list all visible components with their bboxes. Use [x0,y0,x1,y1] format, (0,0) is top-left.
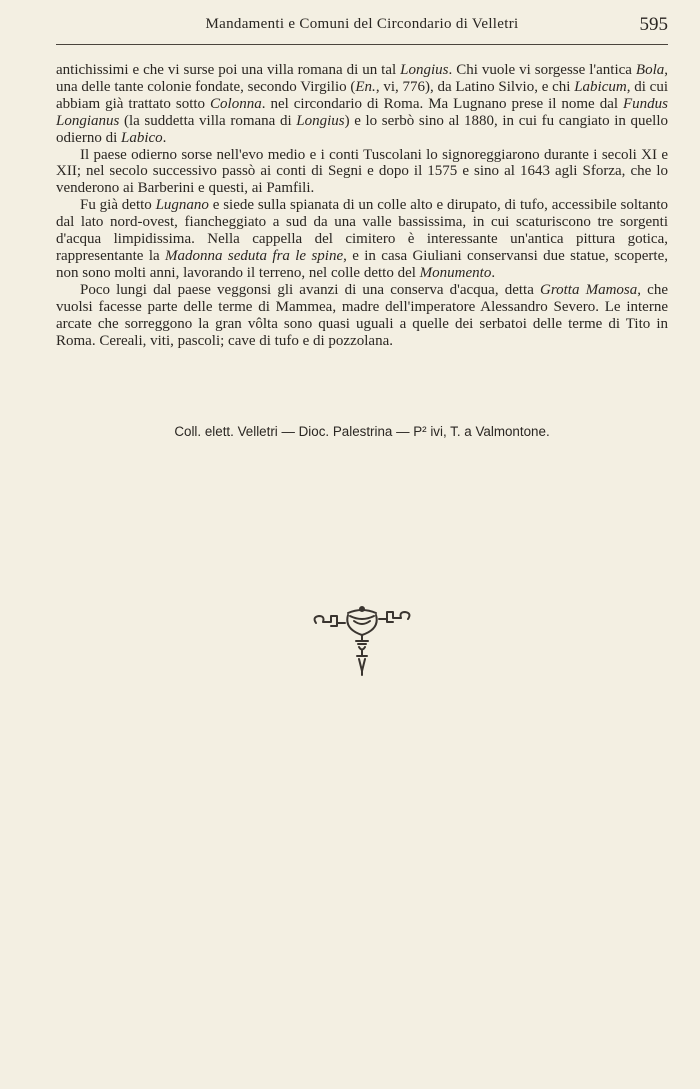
text-run: e siede sulla spianata di un colle alto e dirupato, di tufo, accessibile soltanto dal lato nord-ovest, fiancheggiato a sud da una valle bassissima, in cui scaturiscono tre sorgenti d'acqua limpidissima. Nella cappella del cimitero è interessante un'antica pittura gotica, rappresentante la [56,197,668,264]
collegio-diocesi-line: Coll. elett. Velletri — Dioc. Palestrina — P² ivi, T. a Valmontone. [174,424,550,439]
text-run: . nel circondario di Roma. Ma Lugnano prese il nome dal [261,95,623,112]
paragraph [56,147,668,198]
italic-term: Colonna [210,95,262,112]
italic-term: En. [355,78,376,95]
text-run: , e in casa Giuliani conservansi due statue, scoperte, non sono molti anni, lavorando il terreno, nel colle detto del [56,247,669,281]
text-run: Fu già detto [80,197,156,214]
paragraph [56,197,668,282]
italic-term: Longius [296,112,345,129]
italic-term: Lugnano [155,197,209,214]
text-run: . Chi vuole vi sorgesse l'antica [448,62,636,78]
text-run: , una delle tante colonie fondate, secondo Virgilio ( [56,62,668,95]
running-header [56,14,668,44]
text-run: . [491,264,496,281]
paragraph [56,282,668,350]
italic-term: Madonna seduta fra le spine [165,247,344,264]
vase-ornament-icon [312,603,412,679]
paragraph [56,62,668,147]
body-text [56,62,668,349]
italic-term: Labicum [574,78,627,95]
text-run: , che vuolsi facesse parte delle terme di Mammea, madre dell'imperatore Alessandro Severo. Le interne arcate che sorreggono la gran vôlta sono quasi uguali a quelle dei serbatoi delle terme di Tito in Roma. Cereali, viti, pascoli; cave di tufo e di pozzolana. [56,281,668,349]
italic-term: Bola [635,62,665,78]
text-run: ) e lo serbò sino al 1880, in cui fu cangiato in quello odierno di [56,112,668,146]
text-run: , vi, 776), da Latino Silvio, e chi [375,78,575,95]
text-run: Il paese odierno sorse nell'evo medio e i conti Tuscolani lo signoreggiarono durante i secoli XI e XII; nel secolo successivo passò ai conti di Segni e dopo il 1575 e sino al 1643 agli Sforza, che lo venderono ai Barberini e questi, ai Pamfili. [56,146,668,197]
text-run: , di cui abbiam già trattato sotto [56,78,668,112]
italic-term: Fundus Longianus [56,95,668,129]
header-rule [56,44,668,45]
text-run: antichissimi e che vi surse poi una villa romana di un tal [56,62,401,78]
italic-term: Grotta Mamosa [540,281,638,298]
page-number: 595 [639,14,668,35]
italic-term: Labico [121,129,163,146]
italic-term: Monumento [419,264,492,281]
italic-term: Longius [400,62,449,78]
text-run: . [162,129,167,146]
text-run: Poco lungi dal paese veggonsi gli avanzi di una conserva d'acqua, detta [80,281,541,298]
header-title: Mandamenti e Comuni del Circondario di Velletri [205,16,519,32]
text-run: (la suddetta villa romana di [119,112,297,129]
